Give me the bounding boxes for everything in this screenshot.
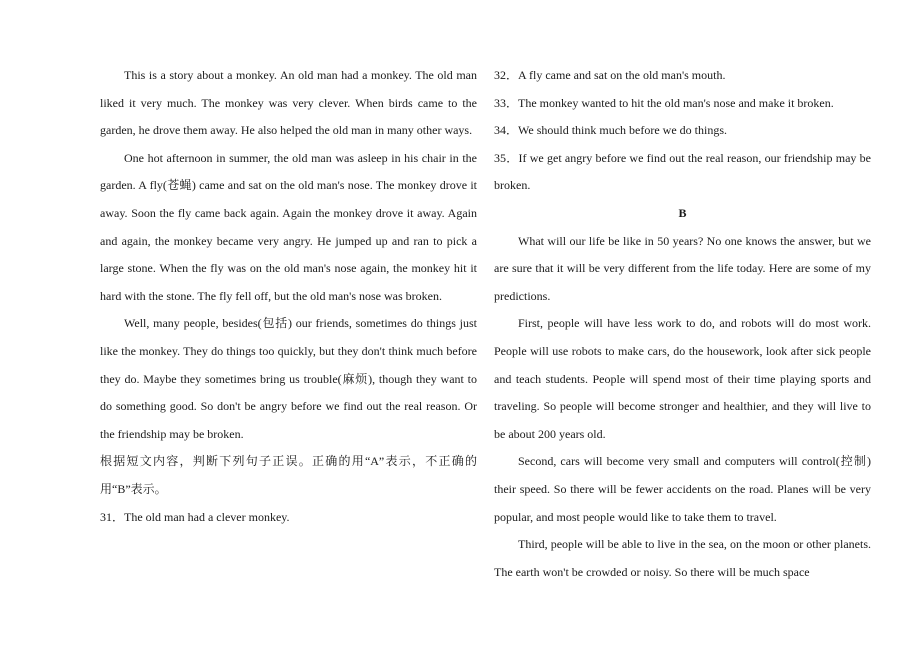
story-paragraph-2: One hot afternoon in summer, the old man was asleep in his chair in the garden. A fly(苍蝇) came and sat on the old man's nose. The monkey drove it away. Soon the fly came back again. Again the monkey drove it away. Again and again, the monkey became very angry. He jumped up and ran to pick a large stone. When the fly was on the old man's nose again, the monkey hit it hard with the stone. The fly fell off, but the old man's nose was broken. — [100, 150, 477, 303]
passage-b-paragraph-1: What will our life be like in 50 years? No one knows the answer, but we are sure that it will be very different from the life today. Here are some of my predictions. — [494, 233, 871, 303]
question-34: 34．We should think much before we do things. — [494, 123, 727, 138]
question-33: 33．The monkey wanted to hit the old man's nose and make it broken. — [494, 95, 834, 110]
instruction-text: 根据短文内容，判断下列句子正误。正确的用“A”表示，不正确的用“B”表示。 — [100, 454, 477, 496]
passage-b-paragraph-2: First, people will have less work to do, and robots will do most work. People will use robots to make cars, do the housework, look after sick people and teach students. People will spend most of their time playing sports and traveling. So people will become stronger and healthier, and they will live to be about 200 years old. — [494, 316, 871, 441]
question-31: 31．The old man had a clever monkey. — [100, 509, 290, 524]
passage-b-paragraph-4: Third, people will be able to live in the sea, on the moon or other planets. The earth won't be crowded or noisy. So there will be much space — [494, 537, 871, 579]
right-column — [494, 62, 871, 586]
question-35: 35．If we get angry before we find out the real reason, our friendship may be broken. — [494, 150, 871, 193]
section-b-heading: B — [678, 205, 687, 220]
story-paragraph-3: Well, many people, besides(包括) our friends, sometimes do things just like the monkey. They do things too quickly, but they don't think much before they do. Maybe they sometimes bring us trouble(麻烦), though they want to do something good. So don't be angry before we find out the real reason. Or the friendship may be broken. — [100, 316, 477, 441]
passage-b-paragraph-3: Second, cars will become very small and computers will control(控制) their speed. So there will be fewer accidents on the road. Planes will be very popular, and most people would like to take them to travel. — [494, 454, 871, 524]
story-paragraph-1: This is a story about a monkey. An old man had a monkey. The old man liked it very much. The monkey was very clever. When birds came to the garden, he drove them away. He also helped the old man in many other ways. — [100, 68, 477, 138]
left-column — [100, 62, 477, 531]
question-32: 32．A fly came and sat on the old man's mouth. — [494, 68, 726, 82]
